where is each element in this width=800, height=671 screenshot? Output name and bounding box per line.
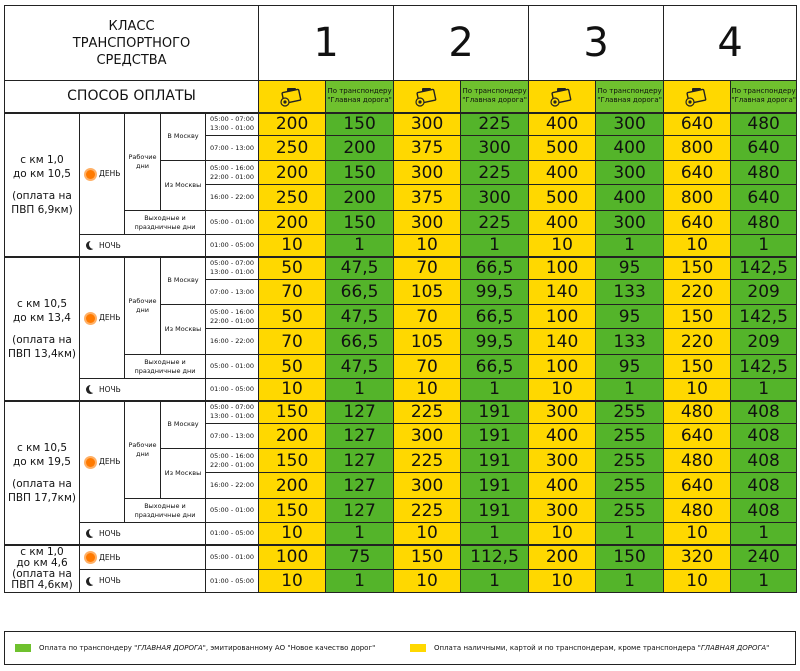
- price-cash: 150: [394, 545, 461, 570]
- moon-icon: [86, 529, 95, 538]
- night-period: НОЧЬ: [80, 379, 206, 401]
- tariff-row: [5, 523, 797, 545]
- price-cash: 800: [664, 185, 731, 211]
- weekend-label: Выходные и праздничные дни: [125, 355, 206, 379]
- price-cash: 100: [259, 545, 326, 570]
- price-transponder: 191: [461, 499, 529, 523]
- price-cash: 10: [259, 379, 326, 401]
- price-transponder: 300: [461, 185, 529, 211]
- price-cash: 225: [394, 401, 461, 424]
- price-transponder: 127: [326, 449, 394, 473]
- price-transponder: 127: [326, 401, 394, 424]
- price-transponder: 480: [731, 113, 797, 136]
- price-transponder: 480: [731, 161, 797, 185]
- price-cash: 105: [394, 329, 461, 355]
- price-transponder: 209: [731, 329, 797, 355]
- price-transponder: 1: [731, 379, 797, 401]
- price-transponder: 1: [596, 570, 664, 593]
- price-transponder: 408: [731, 449, 797, 473]
- class-label-line-3: СРЕДСТВА: [96, 52, 167, 68]
- time-range: 01:00 - 05:00: [206, 523, 259, 545]
- legend-green-text: Оплата по транспондеру "ГЛАВНАЯ ДОРОГА", эмитированному АО "Новое качество дорог": [39, 644, 376, 652]
- price-cash: 150: [259, 499, 326, 523]
- price-transponder: 95: [596, 355, 664, 379]
- price-transponder: 225: [461, 161, 529, 185]
- cash-card-icon: [664, 81, 731, 113]
- price-cash: 10: [394, 235, 461, 257]
- payment-method-row: [5, 81, 797, 113]
- price-cash: 140: [529, 280, 596, 305]
- price-transponder: 1: [731, 570, 797, 593]
- price-cash: 70: [394, 355, 461, 379]
- class-label-line-1: КЛАСС: [108, 18, 155, 34]
- price-cash: 400: [529, 211, 596, 235]
- price-transponder: 127: [326, 499, 394, 523]
- price-transponder: 150: [596, 545, 664, 570]
- price-cash: 300: [394, 424, 461, 449]
- price-cash: 225: [394, 499, 461, 523]
- price-cash: 140: [529, 329, 596, 355]
- price-cash: 640: [664, 424, 731, 449]
- price-transponder: 142,5: [731, 355, 797, 379]
- transponder-label: По транспондеру "Главная дорога": [731, 81, 797, 113]
- price-cash: 150: [259, 401, 326, 424]
- legend-green: [5, 644, 400, 652]
- price-cash: 200: [529, 545, 596, 570]
- price-cash: 300: [394, 161, 461, 185]
- price-transponder: 225: [461, 113, 529, 136]
- price-transponder: 640: [731, 185, 797, 211]
- price-transponder: 200: [326, 136, 394, 161]
- moon-icon: [86, 577, 95, 586]
- price-transponder: 1: [731, 523, 797, 545]
- sun-icon: [86, 314, 95, 323]
- price-transponder: 99,5: [461, 329, 529, 355]
- price-transponder: 200: [326, 185, 394, 211]
- price-cash: 375: [394, 185, 461, 211]
- class-1: 1: [259, 6, 394, 81]
- cash-card-icon: [394, 81, 461, 113]
- time-range: 05:00 - 16:00 22:00 - 01:00: [206, 161, 259, 185]
- legend: [4, 631, 796, 665]
- price-transponder: 99,5: [461, 280, 529, 305]
- price-cash: 10: [259, 235, 326, 257]
- day-period: ДЕНЬ: [80, 113, 125, 235]
- price-cash: 10: [664, 570, 731, 593]
- payment-method-label: СПОСОБ ОПЛАТЫ: [5, 81, 259, 113]
- time-range: 07:00 - 13:00: [206, 424, 259, 449]
- price-cash: 105: [394, 280, 461, 305]
- weekend-label: Выходные и праздничные дни: [125, 211, 206, 235]
- day-period: ДЕНЬ: [80, 401, 125, 523]
- night-period: НОЧЬ: [80, 570, 206, 593]
- transponder-label: По транспондеру "Главная дорога": [596, 81, 664, 113]
- time-range: 05:00 - 01:00: [206, 355, 259, 379]
- price-transponder: 408: [731, 401, 797, 424]
- time-range: 01:00 - 05:00: [206, 570, 259, 593]
- day-period: ДЕНЬ: [80, 545, 206, 570]
- price-cash: 320: [664, 545, 731, 570]
- price-transponder: 255: [596, 499, 664, 523]
- night-period: НОЧЬ: [80, 235, 206, 257]
- price-cash: 250: [259, 136, 326, 161]
- price-transponder: 225: [461, 211, 529, 235]
- price-cash: 220: [664, 329, 731, 355]
- price-transponder: 66,5: [461, 355, 529, 379]
- price-transponder: 142,5: [731, 257, 797, 280]
- price-transponder: 300: [596, 113, 664, 136]
- price-cash: 70: [394, 257, 461, 280]
- price-transponder: 150: [326, 161, 394, 185]
- workdays-label: Рабочие дни: [125, 401, 161, 499]
- tariff-row: [5, 113, 797, 136]
- price-cash: 150: [259, 449, 326, 473]
- time-range: 01:00 - 05:00: [206, 379, 259, 401]
- price-transponder: 1: [461, 379, 529, 401]
- time-range: 05:00 - 16:00 22:00 - 01:00: [206, 449, 259, 473]
- sun-icon: [86, 458, 95, 467]
- direction-to-moscow: В Москву: [161, 113, 206, 161]
- price-cash: 500: [529, 185, 596, 211]
- price-transponder: 133: [596, 329, 664, 355]
- price-transponder: 150: [326, 211, 394, 235]
- class-4: 4: [664, 6, 797, 81]
- price-cash: 400: [529, 424, 596, 449]
- moon-icon: [86, 385, 95, 394]
- price-cash: 225: [394, 449, 461, 473]
- price-cash: 50: [259, 355, 326, 379]
- tariff-row: [5, 401, 797, 424]
- price-transponder: 1: [326, 235, 394, 257]
- price-cash: 70: [394, 305, 461, 329]
- time-range: 05:00 - 16:00 22:00 - 01:00: [206, 305, 259, 329]
- time-range: 16:00 - 22:00: [206, 329, 259, 355]
- time-range: 05:00 - 01:00: [206, 499, 259, 523]
- class-2: 2: [394, 6, 529, 81]
- direction-from-moscow: Из Москвы: [161, 305, 206, 355]
- price-cash: 480: [664, 499, 731, 523]
- price-transponder: 75: [326, 545, 394, 570]
- price-cash: 10: [664, 235, 731, 257]
- tariff-row: [5, 545, 797, 570]
- price-transponder: 408: [731, 473, 797, 499]
- price-transponder: 400: [596, 185, 664, 211]
- price-transponder: 66,5: [326, 280, 394, 305]
- price-cash: 10: [664, 523, 731, 545]
- price-transponder: 408: [731, 424, 797, 449]
- price-cash: 400: [529, 473, 596, 499]
- price-transponder: 300: [461, 136, 529, 161]
- price-cash: 500: [529, 136, 596, 161]
- price-transponder: 133: [596, 280, 664, 305]
- section-label: с км 1,0 до км 10,5 (оплата на ПВП 6,9км): [5, 113, 80, 257]
- legend-yellow: [400, 644, 795, 652]
- price-transponder: 47,5: [326, 257, 394, 280]
- price-cash: 640: [664, 473, 731, 499]
- direction-to-moscow: В Москву: [161, 257, 206, 305]
- price-cash: 10: [664, 379, 731, 401]
- price-transponder: 255: [596, 424, 664, 449]
- price-cash: 100: [529, 305, 596, 329]
- night-period: НОЧЬ: [80, 523, 206, 545]
- direction-from-moscow: Из Москвы: [161, 161, 206, 211]
- price-cash: 640: [664, 161, 731, 185]
- price-transponder: 1: [326, 379, 394, 401]
- price-transponder: 127: [326, 473, 394, 499]
- price-transponder: 191: [461, 473, 529, 499]
- price-cash: 70: [259, 280, 326, 305]
- price-transponder: 1: [461, 570, 529, 593]
- direction-to-moscow: В Москву: [161, 401, 206, 449]
- price-cash: 250: [259, 185, 326, 211]
- price-cash: 10: [259, 523, 326, 545]
- price-transponder: 142,5: [731, 305, 797, 329]
- price-transponder: 255: [596, 401, 664, 424]
- price-transponder: 1: [461, 235, 529, 257]
- class-label-line-2: ТРАНСПОРТНОГО: [72, 35, 191, 51]
- price-transponder: 66,5: [461, 305, 529, 329]
- tariff-row: [5, 570, 797, 593]
- cash-card-icon: [529, 81, 596, 113]
- price-transponder: 1: [596, 235, 664, 257]
- price-transponder: 191: [461, 449, 529, 473]
- price-cash: 50: [259, 257, 326, 280]
- price-transponder: 300: [596, 161, 664, 185]
- price-cash: 150: [664, 355, 731, 379]
- price-transponder: 66,5: [326, 329, 394, 355]
- transponder-label: По транспондеру "Главная дорога": [326, 81, 394, 113]
- price-cash: 300: [394, 473, 461, 499]
- price-transponder: 1: [596, 379, 664, 401]
- price-cash: 10: [529, 379, 596, 401]
- price-cash: 640: [664, 113, 731, 136]
- price-cash: 150: [664, 305, 731, 329]
- price-transponder: 47,5: [326, 305, 394, 329]
- price-cash: 10: [529, 235, 596, 257]
- price-cash: 200: [259, 113, 326, 136]
- price-cash: 150: [664, 257, 731, 280]
- price-cash: 300: [394, 211, 461, 235]
- price-cash: 10: [529, 570, 596, 593]
- price-transponder: 480: [731, 211, 797, 235]
- tariff-table: [4, 5, 797, 593]
- price-transponder: 191: [461, 424, 529, 449]
- price-cash: 300: [529, 449, 596, 473]
- green-swatch: [15, 644, 31, 652]
- tariff-row: [5, 235, 797, 257]
- price-transponder: 112,5: [461, 545, 529, 570]
- price-transponder: 191: [461, 401, 529, 424]
- price-cash: 400: [529, 113, 596, 136]
- price-transponder: 240: [731, 545, 797, 570]
- sun-icon: [86, 553, 95, 562]
- price-transponder: 209: [731, 280, 797, 305]
- time-range: 05:00 - 01:00: [206, 211, 259, 235]
- price-transponder: 400: [596, 136, 664, 161]
- tariff-row: [5, 379, 797, 401]
- section-label: с км 1,0 до км 4,6 (оплата на ПВП 4,6км): [5, 545, 80, 593]
- price-transponder: 95: [596, 257, 664, 280]
- price-transponder: 1: [731, 235, 797, 257]
- price-cash: 300: [394, 113, 461, 136]
- price-cash: 300: [529, 499, 596, 523]
- direction-from-moscow: Из Москвы: [161, 449, 206, 499]
- time-range: 05:00 - 07:00 13:00 - 01:00: [206, 257, 259, 280]
- price-cash: 10: [394, 523, 461, 545]
- price-cash: 300: [529, 401, 596, 424]
- price-transponder: 300: [596, 211, 664, 235]
- class-3: 3: [529, 6, 664, 81]
- price-cash: 220: [664, 280, 731, 305]
- class-header-row: [5, 6, 797, 81]
- price-cash: 100: [529, 257, 596, 280]
- price-cash: 375: [394, 136, 461, 161]
- price-cash: 200: [259, 161, 326, 185]
- time-range: 07:00 - 13:00: [206, 280, 259, 305]
- price-transponder: 95: [596, 305, 664, 329]
- section-label: с км 10,5 до км 19,5 (оплата на ПВП 17,7км): [5, 401, 80, 545]
- sun-icon: [86, 170, 95, 179]
- moon-icon: [86, 241, 95, 250]
- time-range: 01:00 - 05:00: [206, 235, 259, 257]
- class-header-cell: [5, 6, 259, 81]
- workdays-label: Рабочие дни: [125, 113, 161, 211]
- price-transponder: 1: [326, 570, 394, 593]
- price-transponder: 255: [596, 449, 664, 473]
- transponder-label: По транспондеру "Главная дорога": [461, 81, 529, 113]
- workdays-label: Рабочие дни: [125, 257, 161, 355]
- price-cash: 10: [394, 379, 461, 401]
- price-transponder: 150: [326, 113, 394, 136]
- time-range: 16:00 - 22:00: [206, 185, 259, 211]
- weekend-label: Выходные и праздничные дни: [125, 499, 206, 523]
- yellow-swatch: [410, 644, 426, 652]
- price-transponder: 408: [731, 499, 797, 523]
- legend-yellow-text: Оплата наличными, картой и по транспондерам, кроме транспондера "ГЛАВНАЯ ДОРОГА": [434, 644, 770, 652]
- price-transponder: 127: [326, 424, 394, 449]
- price-transponder: 255: [596, 473, 664, 499]
- price-cash: 70: [259, 329, 326, 355]
- price-cash: 50: [259, 305, 326, 329]
- price-cash: 200: [259, 473, 326, 499]
- day-period: ДЕНЬ: [80, 257, 125, 379]
- section-label: с км 10,5 до км 13,4 (оплата на ПВП 13,4км): [5, 257, 80, 401]
- price-cash: 800: [664, 136, 731, 161]
- time-range: 16:00 - 22:00: [206, 473, 259, 499]
- price-transponder: 66,5: [461, 257, 529, 280]
- time-range: 05:00 - 07:00 13:00 - 01:00: [206, 401, 259, 424]
- time-range: 05:00 - 07:00 13:00 - 01:00: [206, 113, 259, 136]
- price-cash: 10: [259, 570, 326, 593]
- price-transponder: 47,5: [326, 355, 394, 379]
- time-range: 05:00 - 01:00: [206, 545, 259, 570]
- price-transponder: 1: [596, 523, 664, 545]
- tariff-row: [5, 257, 797, 280]
- price-cash: 200: [259, 424, 326, 449]
- price-transponder: 640: [731, 136, 797, 161]
- cash-card-icon: [259, 81, 326, 113]
- price-cash: 480: [664, 449, 731, 473]
- price-cash: 400: [529, 161, 596, 185]
- price-transponder: 1: [326, 523, 394, 545]
- price-cash: 640: [664, 211, 731, 235]
- price-transponder: 1: [461, 523, 529, 545]
- price-cash: 100: [529, 355, 596, 379]
- price-cash: 480: [664, 401, 731, 424]
- price-cash: 200: [259, 211, 326, 235]
- time-range: 07:00 - 13:00: [206, 136, 259, 161]
- price-cash: 10: [529, 523, 596, 545]
- price-cash: 10: [394, 570, 461, 593]
